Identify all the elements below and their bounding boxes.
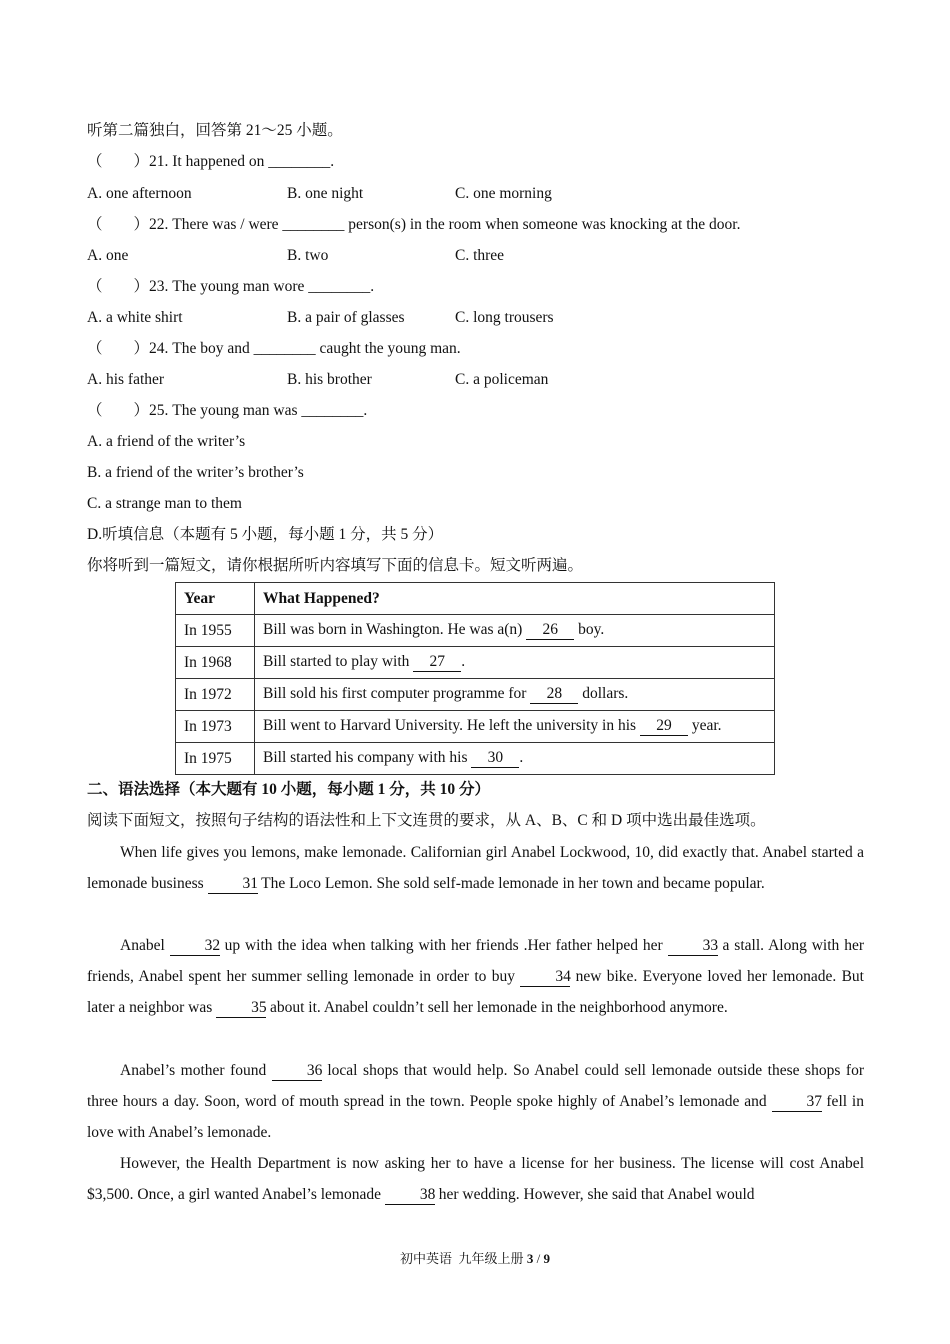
table-row [176, 679, 775, 711]
answer-blank[interactable]: 30 [471, 749, 519, 768]
event-cell: Bill sold his first computer programme for 28 dollars. [255, 679, 775, 711]
answer-paren: （ ） [87, 402, 150, 419]
option-21c: C. one morning [455, 185, 552, 202]
event-cell: Bill was born in Washington. He was a(n) 26 boy. [255, 615, 775, 647]
question-stem: 24. The boy and ________ caught the young man. [149, 340, 461, 357]
question-stem: 22. There was / were ________ person(s) in the room when someone was knocking at the door. [149, 216, 741, 233]
answer-blank[interactable]: 38 [385, 1186, 435, 1205]
passage-paragraph-4: However, the Health Department is now asking her to have a license for her business. The license will cost Anabel $3,500. Once, a girl wanted Anabel’s lemonade 38 her wedding. However, she said that Anabel would [87, 1155, 864, 1204]
year-cell: In 1968 [176, 647, 255, 679]
table-row [176, 711, 775, 743]
option-25b: B. a friend of the writer’s brother’s [87, 464, 304, 481]
question-24 [87, 339, 461, 359]
question-25 [87, 401, 367, 421]
option-22b: B. two [287, 247, 329, 264]
section-2-instructions: 阅读下面短文，按照句子结构的语法性和上下文连贯的要求，从 A、B、C 和 D 项中选出最佳选项。 [87, 812, 766, 829]
event-cell: Bill went to Harvard University. He left the university in his 29 year. [255, 711, 775, 743]
question-22 [87, 215, 740, 235]
answer-blank[interactable]: 28 [530, 685, 578, 704]
event-cell: Bill started his company with his 30 . [255, 743, 775, 775]
table-row [176, 615, 775, 647]
year-cell: In 1972 [176, 679, 255, 711]
option-23b: B. a pair of glasses [287, 309, 405, 326]
passage-paragraph-3: Anabel’s mother found 36 local shops that would help. So Anabel could sell lemonade outside these shops for three hours a day. Soon, word of mouth spread in the town. People spoke highly of Anabel’s lemonade and 37 fell in love with Anabel’s lemonade. [87, 1062, 864, 1142]
question-stem: 25. The young man was ________. [149, 402, 368, 419]
question-stem: 23. The young man wore ________. [149, 278, 375, 295]
option-21a: A. one afternoon [87, 185, 192, 202]
section-2-title: 二、语法选择（本大题有 10 小题，每小题 1 分，共 10 分） [87, 781, 491, 798]
option-24c: C. a policeman [455, 371, 549, 388]
answer-paren: （ ） [87, 278, 150, 295]
header-what-happened: What Happened? [255, 583, 775, 615]
question-21 [87, 152, 334, 172]
option-23a: A. a white shirt [87, 309, 183, 326]
answer-paren: （ ） [87, 216, 150, 233]
section-intro: 听第二篇独白，回答第 21～25 小题。 [87, 122, 343, 139]
option-22a: A. one [87, 247, 129, 264]
passage-paragraph-1: When life gives you lemons, make lemonade. Californian girl Anabel Lockwood, 10, did exactly that. Anabel started a lemonade business 31 The Loco Lemon. She sold self-made lemonade in her town and became popular. [87, 844, 864, 893]
footer-text: 初中英语 九年级上册 [400, 1251, 527, 1266]
answer-paren: （ ） [87, 153, 150, 170]
header-year: Year [176, 583, 255, 615]
option-24b: B. his brother [287, 371, 372, 388]
answer-blank[interactable]: 33 [668, 937, 718, 956]
page-separator: / [533, 1251, 544, 1266]
option-25a: A. a friend of the writer’s [87, 433, 246, 450]
passage-paragraph-2: Anabel 32 up with the idea when talking with her friends .Her father helped her 33 a stall. Along with her friends, Anabel spent her summer selling lemonade in order to buy 34 new bike. Everyone loved her lemonade. But later a neighbor was 35 about it. Anabel couldn’t sell her lemonade in the neighborhood anymore. [87, 937, 864, 1017]
table-row [176, 743, 775, 775]
answer-blank[interactable]: 26 [526, 621, 574, 640]
answer-blank[interactable]: 37 [772, 1093, 822, 1112]
option-22c: C. three [455, 247, 505, 264]
info-card-table [175, 582, 775, 775]
answer-blank[interactable]: 31 [208, 875, 258, 894]
answer-blank[interactable]: 29 [640, 717, 688, 736]
table-header-row [176, 583, 775, 615]
year-cell: In 1955 [176, 615, 255, 647]
answer-blank[interactable]: 32 [170, 937, 220, 956]
answer-blank[interactable]: 35 [216, 999, 266, 1018]
answer-blank[interactable]: 34 [520, 968, 570, 987]
answer-paren: （ ） [87, 340, 150, 357]
table-row [176, 647, 775, 679]
event-cell: Bill started to play with 27 . [255, 647, 775, 679]
answer-blank[interactable]: 27 [413, 653, 461, 672]
option-25c: C. a strange man to them [87, 495, 242, 512]
page-number: 3 [526, 1251, 534, 1266]
question-23 [87, 277, 374, 297]
option-24a: A. his father [87, 371, 165, 388]
answer-blank[interactable]: 36 [272, 1062, 322, 1081]
section-d-instructions: 你将听到一篇短文，请你根据所听内容填写下面的信息卡。短文听两遍。 [87, 557, 584, 574]
question-stem: 21. It happened on ________. [149, 153, 335, 170]
page-total: 9 [543, 1251, 550, 1266]
section-d-title: D.听填信息（本题有 5 小题，每小题 1 分，共 5 分） [87, 526, 444, 543]
year-cell: In 1975 [176, 743, 255, 775]
option-23c: C. long trousers [455, 309, 554, 326]
page-footer [0, 1248, 950, 1267]
year-cell: In 1973 [176, 711, 255, 743]
option-21b: B. one night [287, 185, 364, 202]
